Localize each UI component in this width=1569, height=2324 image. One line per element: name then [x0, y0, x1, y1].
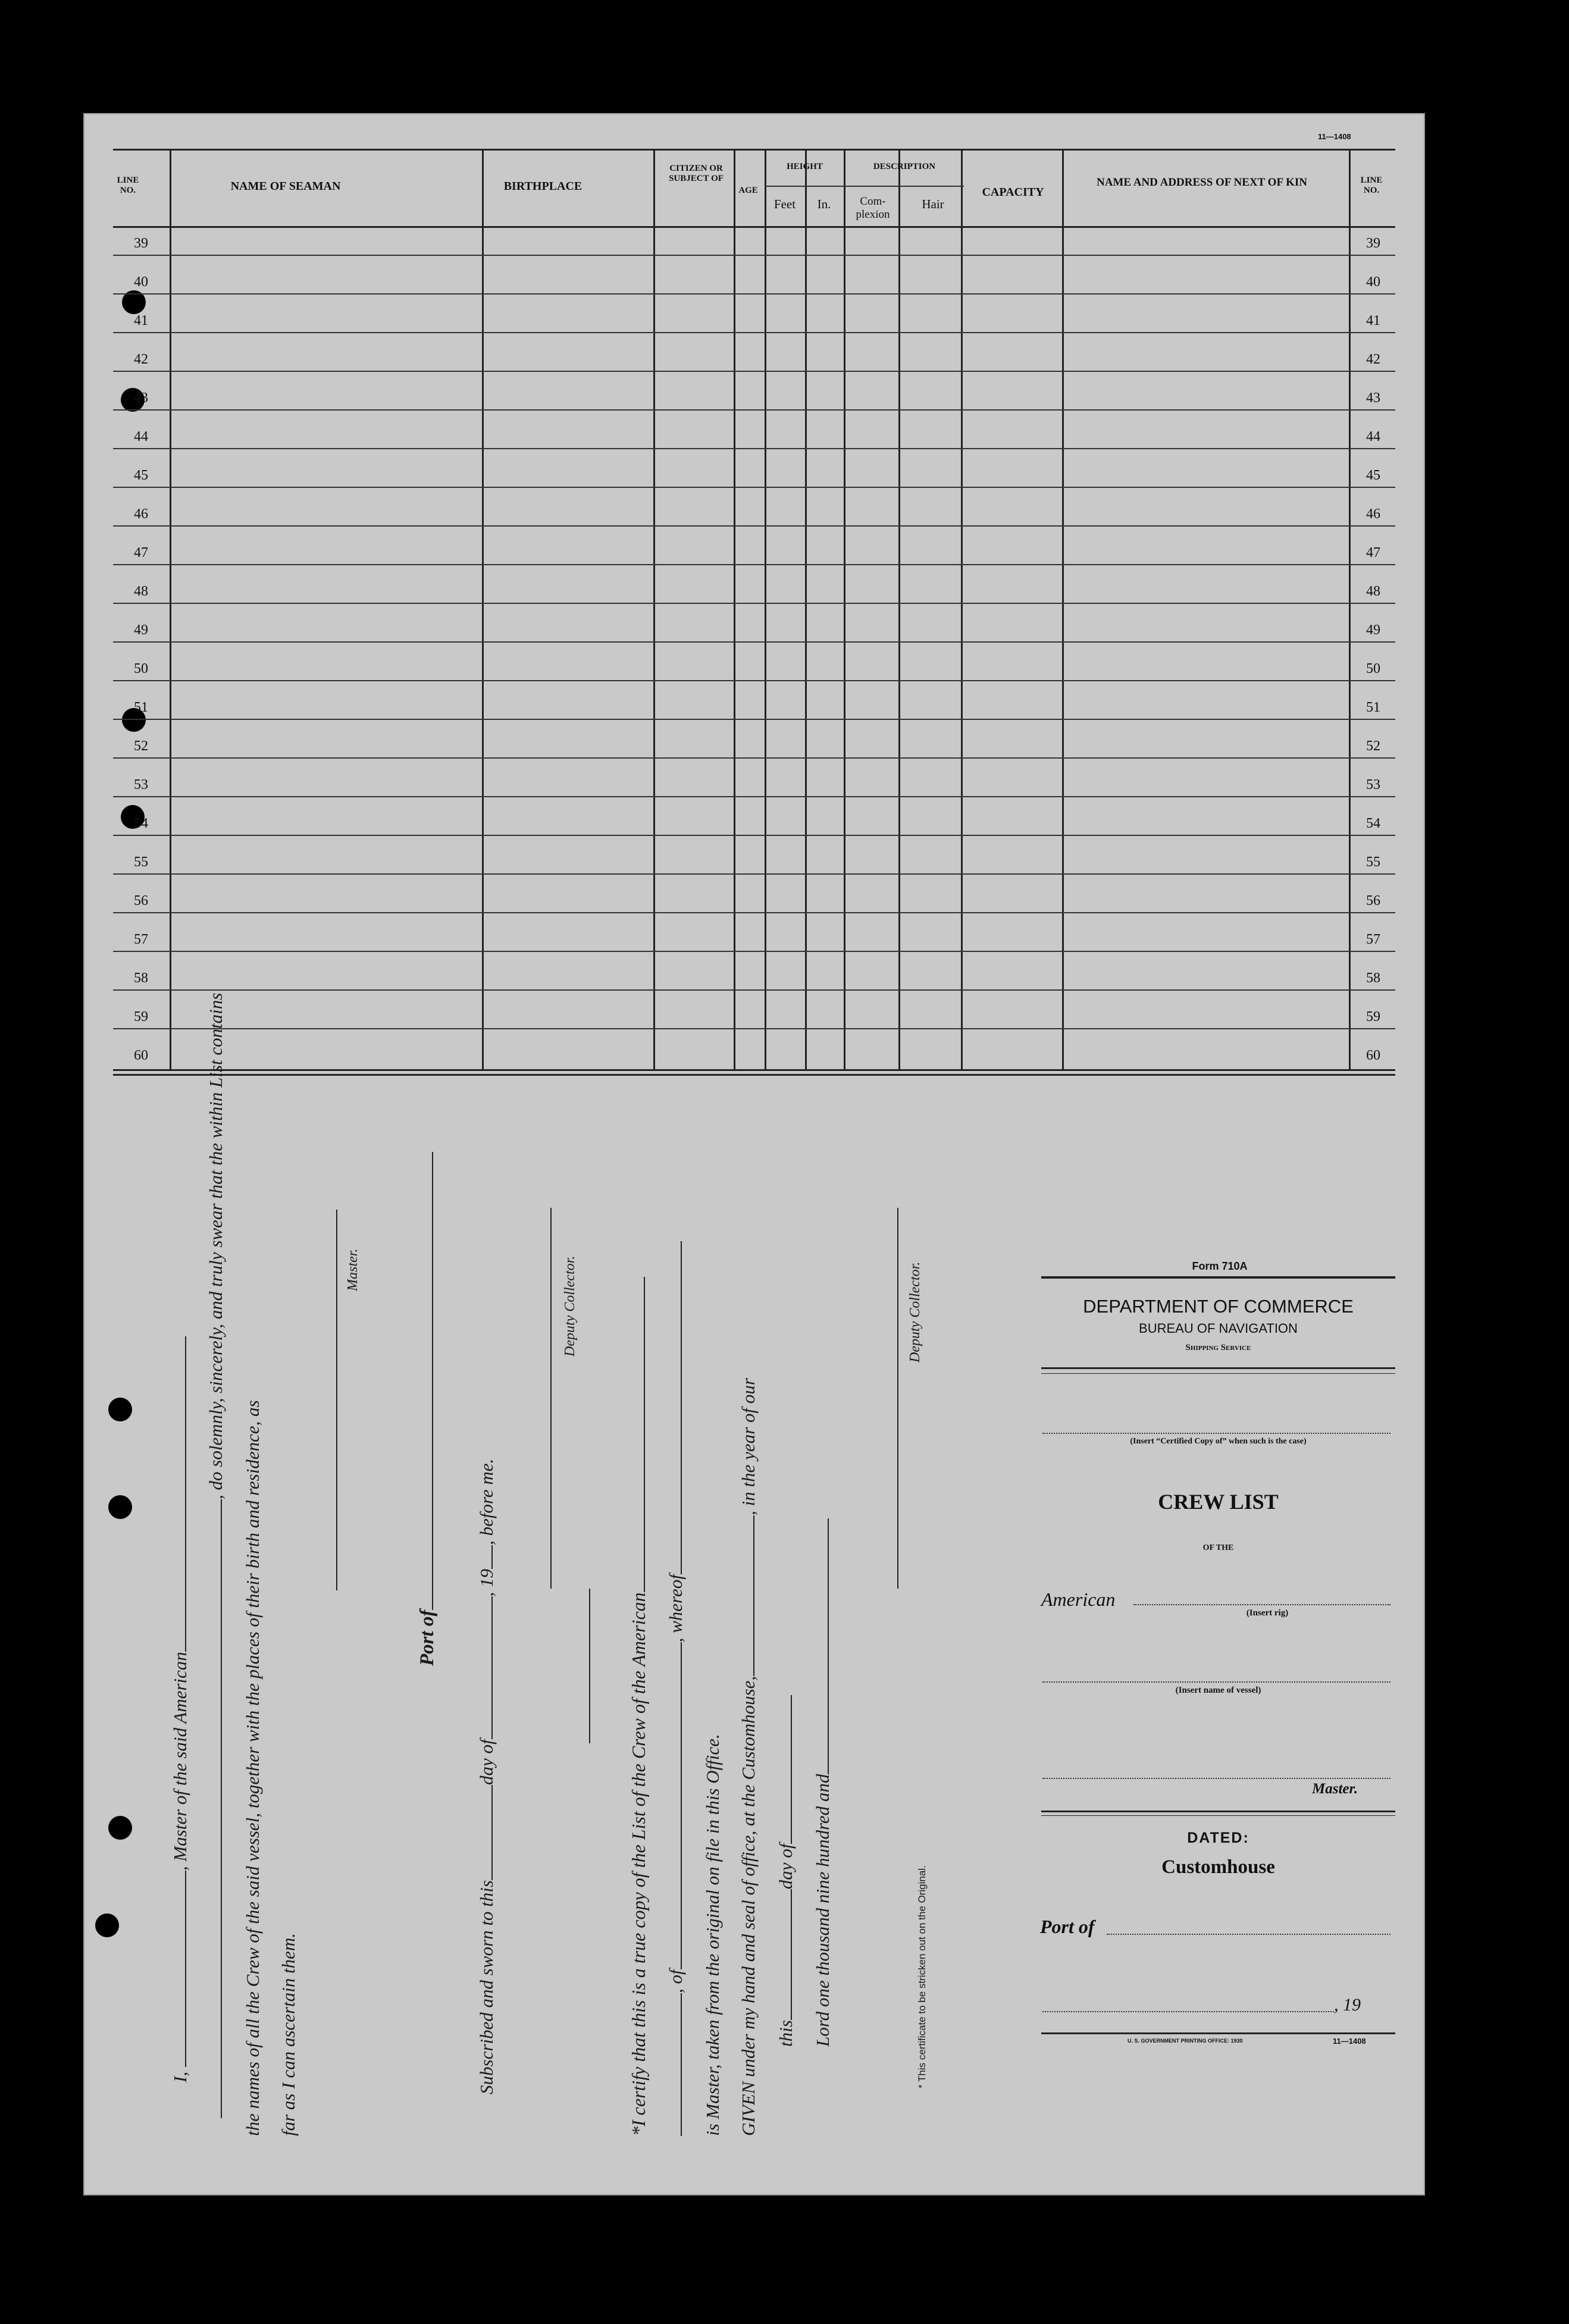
column-divider [734, 149, 735, 1069]
cover-rule [1041, 1276, 1395, 1279]
row-number-right: 49 [1366, 622, 1380, 638]
cover-service: Shipping Service [1185, 1343, 1251, 1352]
row-number-right: 40 [1366, 274, 1380, 290]
header-line-no-right: LINE NO. [1360, 176, 1383, 195]
row-number: 58 [134, 970, 148, 986]
column-divider [765, 149, 766, 1069]
row-number-right: 44 [1366, 429, 1380, 444]
row-number-right: 56 [1366, 893, 1380, 909]
row-number-right: 55 [1366, 854, 1380, 870]
header-complexion: Com- plexion [856, 195, 890, 221]
row-divider [113, 1028, 1395, 1029]
punch-hole [95, 1913, 119, 1937]
header-hair: Hair [922, 197, 944, 211]
cover-insert-certified: (Insert “Certified Copy of” when such is the case) [1130, 1437, 1307, 1446]
form-number-top: 11—1408 [1318, 132, 1351, 141]
row-number: 50 [134, 661, 148, 676]
row-number: 51 [134, 700, 148, 715]
row-number: 49 [134, 622, 148, 638]
header-name-of-seaman: NAME OF SEAMAN [230, 180, 341, 193]
cover-form-number: Form 710A [1192, 1260, 1248, 1272]
cert-line-5 [775, 1695, 797, 2047]
oath-line-4 [278, 1933, 299, 2136]
cover-american: American [1041, 1589, 1116, 1610]
oath-line-2 [205, 993, 227, 2118]
row-divider [113, 873, 1395, 875]
column-divider [1062, 149, 1064, 1069]
oath-line-1 [170, 1336, 191, 2082]
row-number-right: 43 [1366, 390, 1380, 406]
cover-port-line [1107, 1934, 1391, 1935]
row-number: 60 [134, 1048, 148, 1063]
row-number: 52 [134, 738, 148, 754]
row-divider [113, 525, 1395, 527]
cert-text: GIVEN under my hand and seal of office, at the Customhouse, [738, 1675, 759, 2136]
row-divider [113, 487, 1395, 488]
cert-footnote: * This certificate to be stricken out on the Original. [916, 1865, 928, 2088]
row-number: 47 [134, 545, 148, 560]
row-number-right: 50 [1366, 661, 1380, 676]
cover-bureau: BUREAU OF NAVIGATION [1139, 1321, 1298, 1336]
row-divider [113, 371, 1395, 372]
cover-port-of: Port of [1040, 1916, 1095, 1937]
cover-title: CREW LIST [1158, 1490, 1279, 1514]
row-divider [113, 719, 1395, 720]
cert-line-3 [702, 1734, 724, 2136]
row-divider [113, 796, 1395, 797]
cover-rule [1041, 1815, 1395, 1816]
column-divider [1349, 149, 1351, 1069]
row-number-right: 59 [1366, 1009, 1380, 1025]
oath-master-label: Master. [345, 1248, 361, 1291]
header-citizen: CITIZEN OR SUBJECT OF [669, 164, 724, 183]
column-divider [482, 149, 484, 1069]
oath-text: Subscribed and sworn to this [476, 1880, 497, 2094]
row-divider [113, 680, 1395, 681]
punch-hole [108, 1398, 132, 1421]
cover-insert-rig: (Insert rig) [1246, 1608, 1289, 1618]
cert-line-2 [665, 1241, 687, 2136]
cover-rule [1041, 1373, 1395, 1374]
row-number-right: 54 [1366, 816, 1380, 831]
row-number-right: 52 [1366, 738, 1380, 754]
header-feet: Feet [773, 197, 796, 211]
oath-deputy-collector: Deputy Collector. [562, 1255, 578, 1357]
deputy-signature-line [550, 1208, 552, 1589]
row-number-right: 42 [1366, 352, 1380, 367]
header-description: DESCRIPTION [873, 162, 936, 171]
column-divider [898, 149, 900, 1069]
cover-dated: DATED: [1187, 1830, 1249, 1846]
row-divider [113, 951, 1395, 952]
row-divider [113, 912, 1395, 913]
cert-text: this [775, 2020, 796, 2047]
cover-master: Master. [1312, 1781, 1358, 1797]
cert-text: *I certify that this is a true copy of the List of the Crew of the American [628, 1592, 649, 2136]
cert-deputy-collector: Deputy Collector. [907, 1261, 923, 1363]
row-number: 57 [134, 932, 148, 947]
row-number: 45 [134, 468, 148, 483]
row-divider [113, 293, 1395, 295]
cert-deputy-signature-line [897, 1208, 898, 1589]
divider-line [589, 1589, 590, 1743]
row-divider [113, 757, 1395, 759]
cover-of-the: OF THE [1202, 1543, 1234, 1552]
header-line-no: LINE NO. [117, 176, 139, 195]
oath-text: , Master of the said American [170, 1652, 190, 1871]
oath-text: I, [170, 2071, 190, 2082]
column-divider [805, 149, 807, 1069]
row-divider [113, 641, 1395, 643]
header-capacity: CAPACITY [982, 186, 1044, 199]
cover-rule [1041, 1367, 1395, 1369]
row-divider [113, 835, 1395, 836]
table-top-border [113, 149, 1395, 151]
column-divider [653, 149, 655, 1069]
row-number-right: 39 [1366, 236, 1380, 251]
row-number-right: 58 [1366, 970, 1380, 986]
row-divider [113, 564, 1395, 565]
master-signature-line [336, 1210, 337, 1590]
oath-line-3 [242, 1400, 264, 2136]
row-number-right: 41 [1366, 313, 1380, 328]
row-number: 55 [134, 854, 148, 870]
punch-hole [108, 1495, 132, 1519]
row-number: 40 [134, 274, 148, 290]
cover-insert-vessel: (Insert name of vessel) [1175, 1686, 1261, 1695]
oath-text: far as I can ascertain them. [278, 1933, 299, 2136]
oath-text: day of [476, 1739, 497, 1786]
table-bottom-border [113, 1074, 1395, 1076]
cover-year: , 19 [1334, 1995, 1361, 2015]
crew-table [113, 149, 1395, 1089]
header-in: In. [817, 197, 831, 211]
cover-rig-line [1133, 1604, 1391, 1605]
header-next-of-kin: NAME AND ADDRESS OF NEXT OF KIN [1096, 176, 1307, 189]
row-number: 53 [134, 777, 148, 793]
cover-rule [1041, 1811, 1395, 1812]
row-divider [113, 603, 1395, 604]
row-number-right: 51 [1366, 700, 1380, 715]
oath-port-of [416, 1152, 439, 1666]
cert-line-6 [812, 1518, 834, 2047]
column-divider [961, 149, 963, 1069]
row-number: 44 [134, 429, 148, 444]
row-number: 42 [134, 352, 148, 367]
row-divider [113, 332, 1395, 333]
row-number-right: 47 [1366, 545, 1380, 560]
row-number: 59 [134, 1009, 148, 1025]
cover-rule [1041, 2032, 1395, 2034]
header-height: HEIGHT [787, 162, 823, 171]
cert-text: day of [775, 1843, 796, 1890]
cover-master-line [1042, 1778, 1391, 1779]
row-number: 48 [134, 584, 148, 599]
row-number-right: 57 [1366, 932, 1380, 947]
cover-certified-line [1042, 1433, 1391, 1434]
oath-text: , 19 [476, 1568, 497, 1597]
cert-text: is Master, taken from the original on file in this Office. [702, 1734, 723, 2136]
row-divider [113, 989, 1395, 991]
cert-line-4 [738, 1378, 759, 2136]
row-number: 41 [134, 313, 148, 328]
column-divider [844, 149, 845, 1069]
row-divider [113, 409, 1395, 411]
oath-subscribed [476, 1459, 497, 2094]
table-header-border [113, 226, 1395, 228]
row-number-right: 46 [1366, 506, 1380, 522]
row-number: 43 [134, 390, 148, 406]
row-number: 56 [134, 893, 148, 909]
cert-text: , whereof [665, 1574, 686, 1643]
cover-printing: U. S. GOVERNMENT PRINTING OFFICE: 1930 [1128, 2038, 1243, 2044]
row-divider [113, 255, 1395, 256]
table-bottom-border [113, 1069, 1395, 1071]
column-divider [170, 149, 171, 1069]
row-number-right: 45 [1366, 468, 1380, 483]
header-birthplace: BIRTHPLACE [503, 180, 582, 193]
cover-vessel-line [1042, 1681, 1391, 1683]
oath-text: the names of all the Crew of the said vessel, together with the places of their birth and residence, as [242, 1400, 263, 2136]
cover-date-line [1042, 2011, 1334, 2012]
cover-department: DEPARTMENT OF COMMERCE [1083, 1296, 1354, 1317]
cert-text: , of [665, 1969, 686, 1993]
row-divider [113, 448, 1395, 449]
row-number-right: 53 [1366, 777, 1380, 793]
row-number: 39 [134, 236, 148, 251]
oath-text: , before me. [476, 1458, 497, 1545]
cover-form-number-bottom: 11—1408 [1333, 2037, 1366, 2046]
row-number: 54 [134, 816, 148, 831]
oath-text: , do solemnly, sincerely, and truly swear that the within List contains [205, 992, 226, 1499]
header-age: AGE [738, 186, 758, 195]
row-number-right: 48 [1366, 584, 1380, 599]
subheader-divider [765, 186, 964, 187]
row-number-right: 60 [1366, 1048, 1380, 1063]
cert-text: Lord one thousand nine hundred and [812, 1774, 833, 2047]
cert-text: , in the year of our [738, 1378, 759, 1515]
oath-text: Port of [416, 1609, 438, 1666]
punch-hole [108, 1816, 132, 1840]
cert-line-1 [628, 1277, 650, 2136]
row-number: 46 [134, 506, 148, 522]
cover-customhouse: Customhouse [1161, 1856, 1275, 1878]
